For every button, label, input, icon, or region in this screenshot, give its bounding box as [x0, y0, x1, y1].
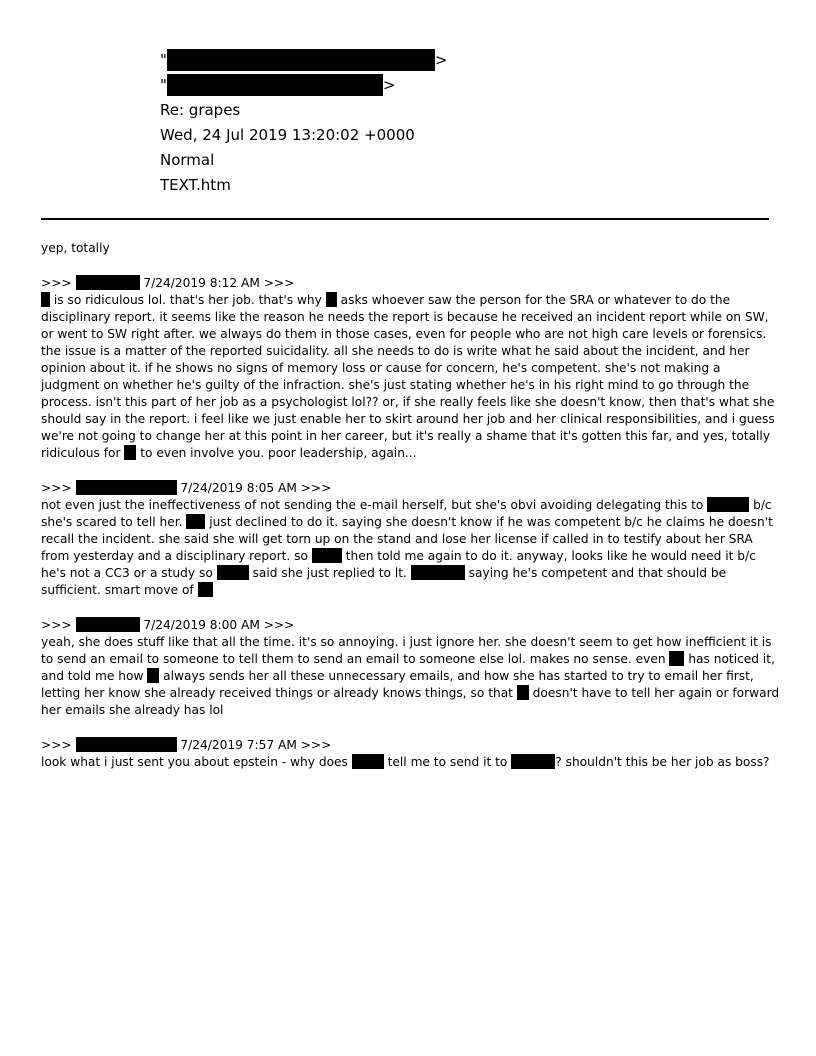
redaction-bar — [511, 754, 555, 769]
quoted-message-1: >>> 7/24/2019 8:12 AM >>> is so ridiculous lol. that's her job. that's why asks whoever saw the person for the SRA or whatever to do the disciplinary report. it seems like the reason he needs the report is because he received an incident report while on SW, or went to SW right after. we always do them in those cases, even for people who are not high care levels or forensics. the issue is a matter of the reported suicidality. all she needs to do is write what he said about the incident, and her opinion about it. if he shows no signs of memory loss or cause for concern, he's competent. she's not making a judgment on whether he's guilty of the infraction. she's just stating whether he's in his right mind to go through the process. isn't this part of her job as a psychologist lol?? or, if she really feels like she doesn't know, then that's what she should say in the report. i feel like we just enable her to skirt around her job and her clinical responsibilities, and i guess we're not going to change her at this point in her career, but it's really a shame that it's gotten this far, and yes, totally ridiculous for to even involve you. poor leadership, again... — [41, 275, 781, 462]
quote-header: >>> 7/24/2019 7:57 AM >>> — [41, 738, 332, 752]
redaction-bar — [76, 617, 140, 632]
from-value: " > — [160, 51, 448, 69]
reply-text: yep, totally — [41, 241, 110, 255]
subject-value: Re: grapes — [160, 101, 241, 119]
redaction-bar — [124, 445, 136, 460]
date-value: Wed, 24 Jul 2019 13:20:02 +0000 — [160, 126, 415, 144]
quoted-message-3: >>> 7/24/2019 8:00 AM >>> yeah, she does stuff like that all the time. it's so annoying. i just ignore her. she doesn't seem to get how inefficient it is to send an email to someone to tell them to send an email to someone else lol. makes no sense. even has noticed it, and told me how always sends her all these unnecessary emails, and how she has started to try to email her first, letting her know she already received things or already knows things, so that doesn't have to tell her again or forward her emails she already has lol — [41, 618, 780, 717]
redaction-bar — [41, 292, 50, 307]
redaction-bar — [707, 497, 749, 512]
redaction-bar — [76, 480, 177, 495]
redaction-bar — [76, 275, 140, 290]
quoted-message-2: >>> 7/24/2019 8:05 AM >>> not even just the ineffectiveness of not sending the e-mail herself, but she's obvi avoiding delegating this to b/c she's scared to tell her. just declined to do it. saying she doesn't know if he was competent b/c he claims he doesn't recall the incident. she said she will get torn up on the stand and lose her license if called in to testify about her SRA from yesterday and a disciplinary report. so then told me again to do it. anyway, looks like he would need it b/c he's not a CC3 or a study so said she just replied to lt. saying he's competent and that should be sufficient. smart move of — [41, 480, 781, 599]
importance-value: Normal — [160, 151, 215, 169]
redaction-bar — [167, 74, 383, 96]
redaction-bar — [198, 582, 213, 597]
quote-header: >>> 7/24/2019 8:00 AM >>> — [41, 618, 295, 632]
attachments-value: TEXT.htm — [160, 176, 231, 194]
quote-header: >>> 7/24/2019 8:12 AM >>> — [41, 276, 295, 290]
redaction-bar — [411, 565, 465, 580]
quoted-message-4: >>> 7/24/2019 7:57 AM >>> look what i just sent you about epstein - why does tell me to send it to ? shouldn't this be her job as boss? — [41, 737, 781, 771]
redaction-bar — [147, 668, 159, 683]
redaction-bar — [167, 49, 435, 71]
redaction-bar — [517, 685, 529, 700]
header-divider — [41, 218, 769, 220]
redaction-bar — [76, 737, 177, 752]
redaction-bar — [326, 292, 337, 307]
redaction-bar — [352, 754, 384, 769]
redaction-bar — [217, 565, 249, 580]
quote-header: >>> 7/24/2019 8:05 AM >>> — [41, 481, 332, 495]
redaction-bar — [186, 514, 205, 529]
redaction-bar — [312, 548, 342, 563]
email-body — [41, 240, 781, 789]
to-value: " > — [160, 76, 396, 94]
redaction-bar — [669, 651, 684, 666]
